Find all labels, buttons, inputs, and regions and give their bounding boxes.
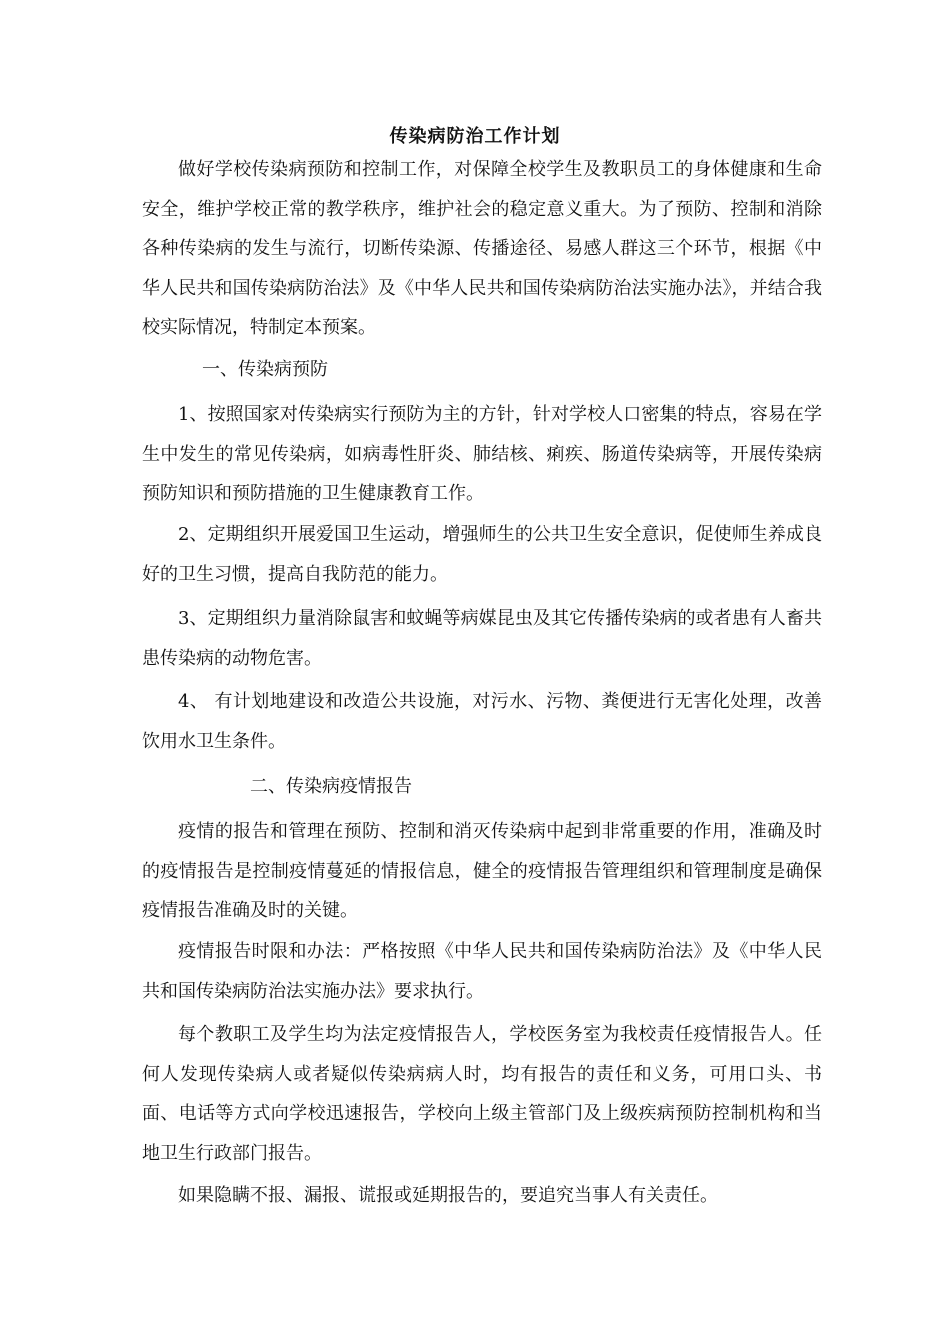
- prevention-item-3: 3、定期组织力量消除鼠害和蚊蝇等病媒昆虫及其它传播传染病的或者患有人畜共患传染病的动物危害。: [142, 608, 822, 669]
- prevention-item-4: 4、 有计划地建设和改造公共设施，对污水、污物、粪便进行无害化处理，改善饮用水卫生条件。: [142, 691, 822, 752]
- intro-paragraph: 做好学校传染病预防和控制工作，对保障全校学生及教职员工的身体健康和生命安全，维护学校正常的教学秩序，维护社会的稳定意义重大。为了预防、控制和消除各种传染病的发生与流行，切断传染源、传播途径、易感人群这三个环节，根据《中华人民共和国传染病防治法》及《中华人民共和国传染病防治法实施办法》，并结合我校实际情况，特制定本预案。: [142, 159, 822, 338]
- report-paragraph-2: 疫情报告时限和办法：严格按照《中华人民共和国传染病防治法》及《中华人民共和国传染病防治法实施办法》要求执行。: [142, 941, 822, 1002]
- report-paragraph-1: 疫情的报告和管理在预防、控制和消灭传染病中起到非常重要的作用，准确及时的疫情报告是控制疫情蔓延的情报信息，健全的疫情报告管理组织和管理制度是确保疫情报告准确及时的关键。: [142, 821, 822, 921]
- prevention-item-1: 1、按照国家对传染病实行预防为主的方针，针对学校人口密集的特点，容易在学生中发生的常见传染病，如病毒性肝炎、肺结核、痢疾、肠道传染病等，开展传染病预防知识和预防措施的卫生健康教育工作。: [142, 404, 822, 504]
- section-heading-report: 二、传染病疫情报告: [250, 776, 412, 797]
- report-paragraph-4: 如果隐瞒不报、漏报、谎报或延期报告的，要追究当事人有关责任。: [178, 1185, 718, 1206]
- document-title: 传染病防治工作计划: [389, 126, 561, 147]
- prevention-item-2: 2、定期组织开展爱国卫生运动，增强师生的公共卫生安全意识，促使师生养成良好的卫生习惯，提高自我防范的能力。: [142, 524, 822, 585]
- section-heading-prevention: 一、传染病预防: [202, 359, 328, 380]
- report-paragraph-3: 每个教职工及学生均为法定疫情报告人，学校医务室为我校责任疫情报告人。任何人发现传染病人或者疑似传染病病人时，均有报告的责任和义务，可用口头、书面、电话等方式向学校迅速报告，学校向上级主管部门及上级疾病预防控制机构和当地卫生行政部门报告。: [142, 1024, 822, 1164]
